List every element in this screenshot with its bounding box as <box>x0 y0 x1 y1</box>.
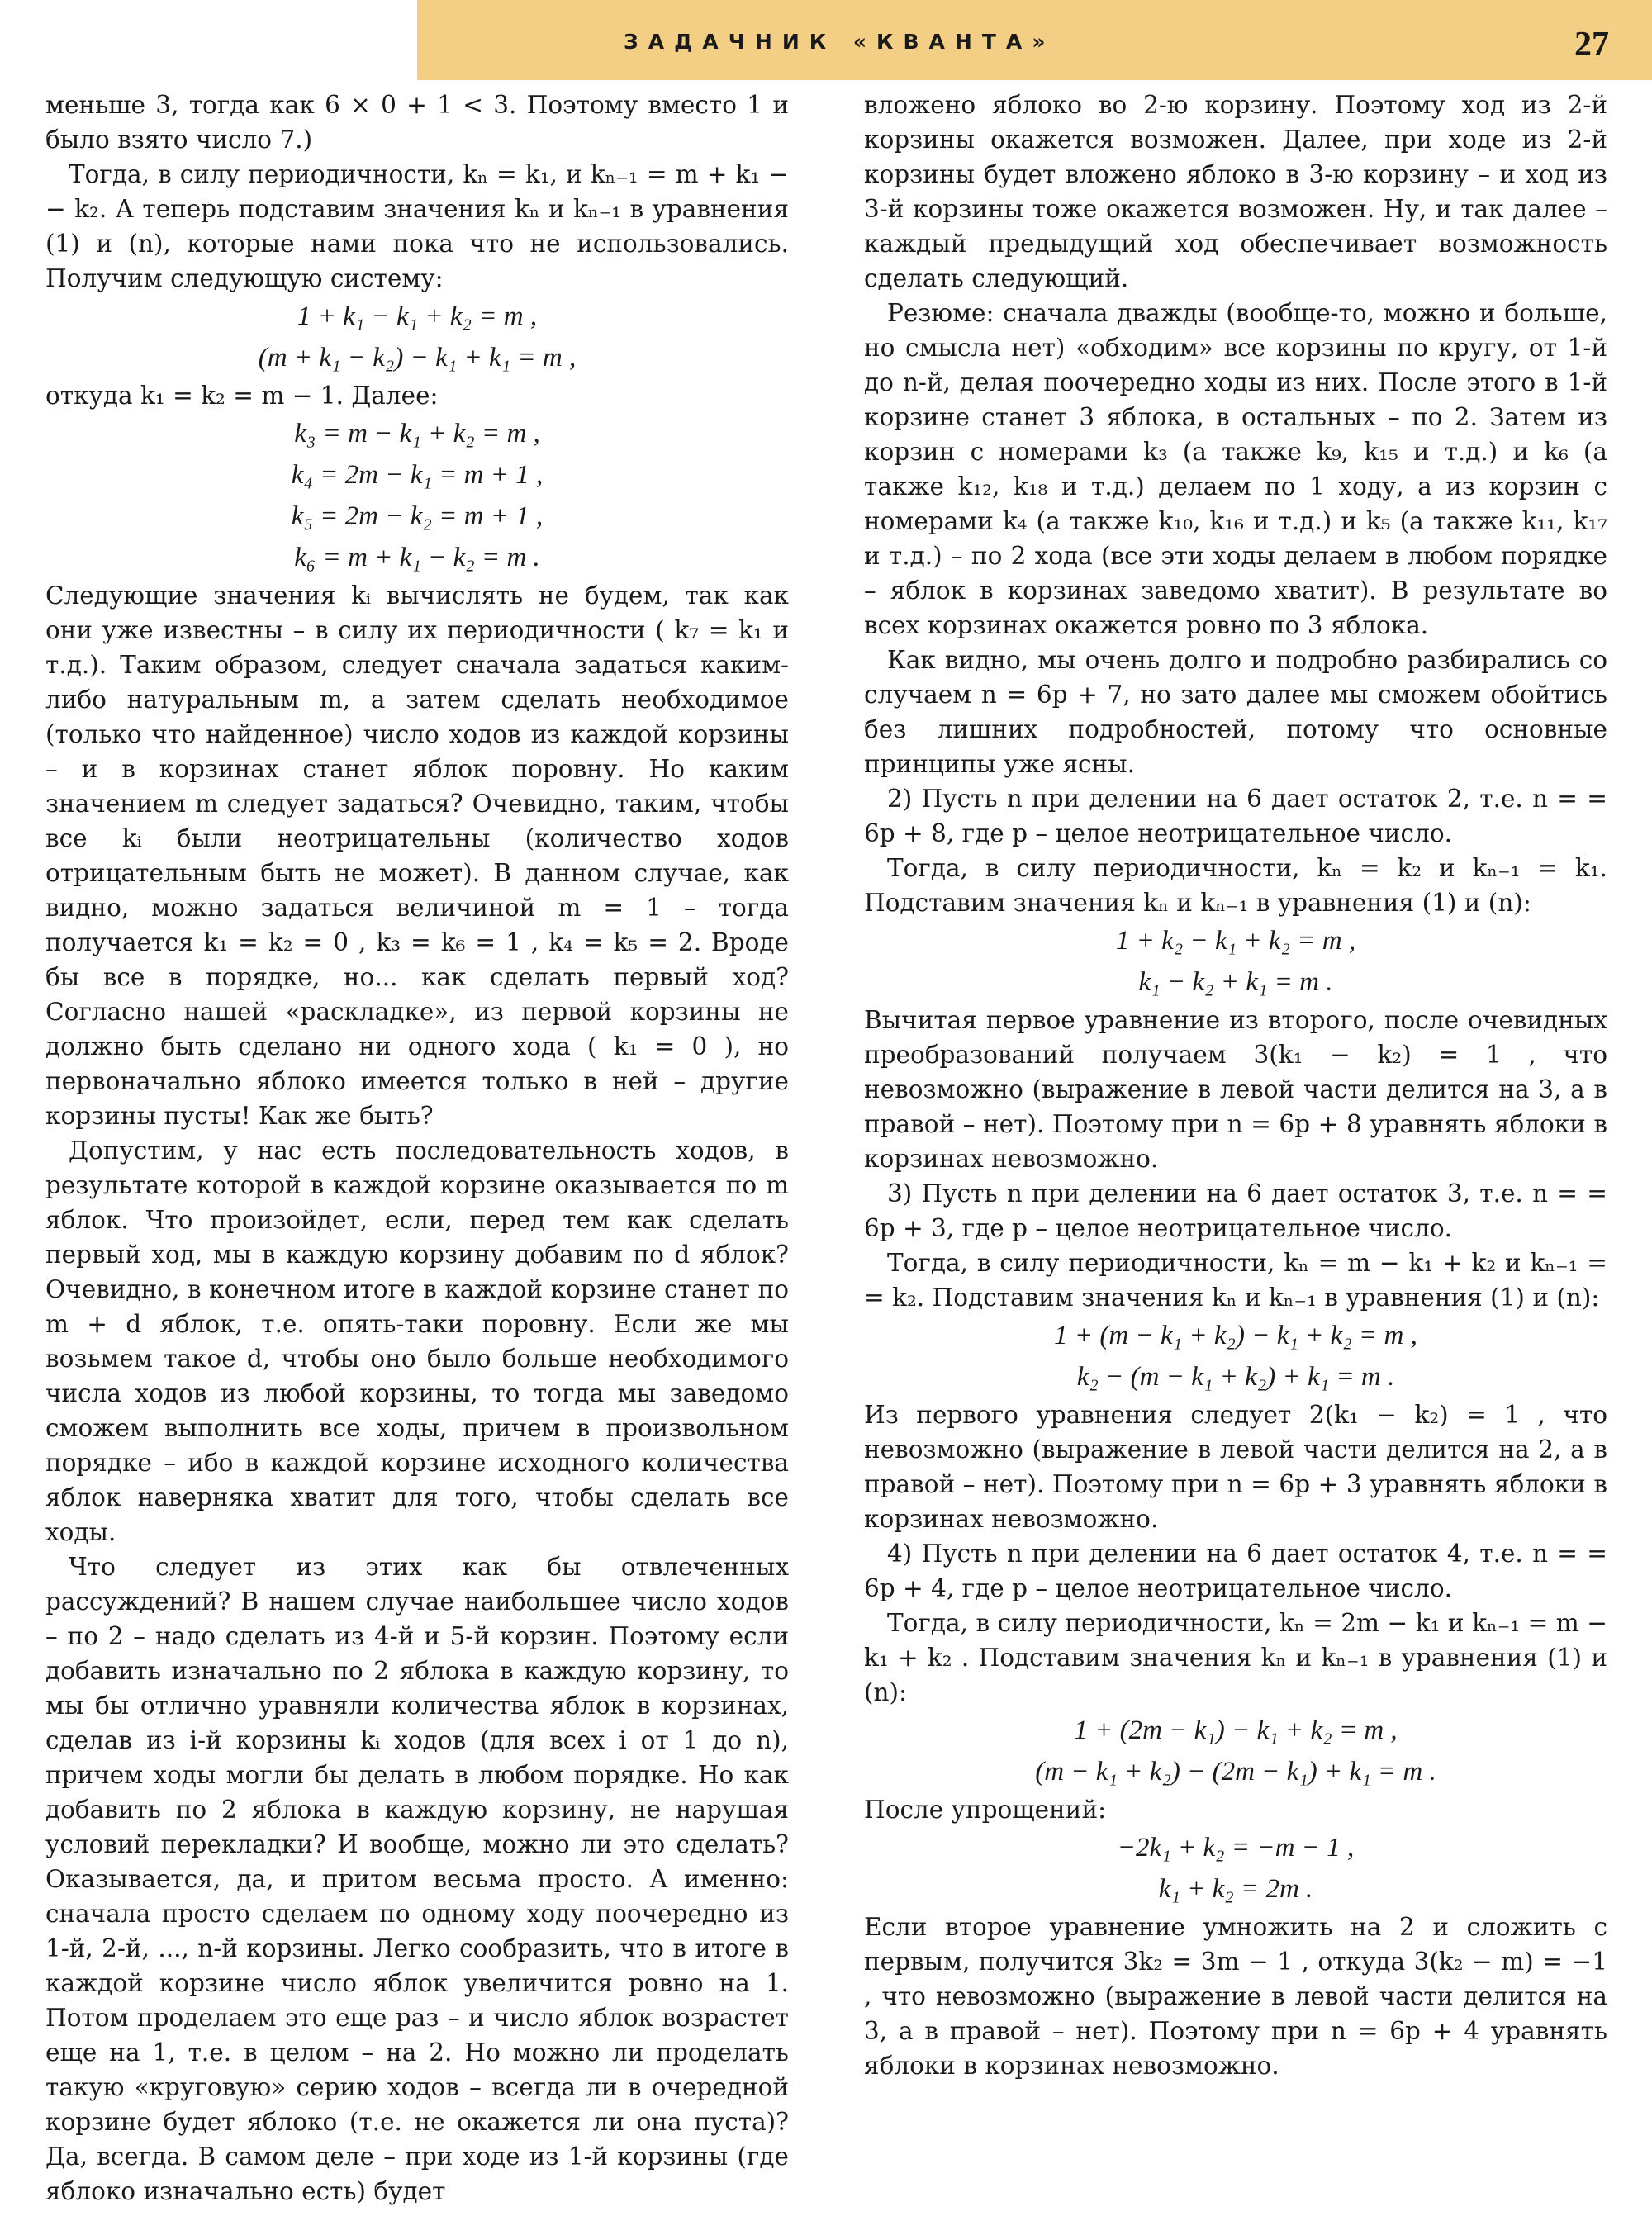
equation: 1 + (2m − k₁) − k₁ + k₂ = m , <box>1074 1715 1398 1745</box>
journal-section-title: ЗАДАЧНИК «КВАНТА» <box>624 30 1056 54</box>
right-column <box>864 88 1607 2083</box>
paragraph: откуда k₁ = k₂ = m − 1. Далее: <box>45 382 439 410</box>
equation: k₆ = m + k₁ − k₂ = m . <box>294 543 540 572</box>
equation: 1 + k₂ − k₁ + k₂ = m , <box>1115 926 1356 956</box>
paragraph: вложено яблоко во 2-ю корзину. Поэтому ход из 2-й корзины окажется возможен. Далее, при ходе из 2-й корзины будет вложено яблоко в 3-ю корзину – и ход из 3-й корзины тоже окажется возможен. Ну, и так далее – каждый предыдущий ход обеспечивает возможность сделать следующий. <box>864 91 1607 292</box>
page-number: 27 <box>1574 26 1609 64</box>
equation: (m + k₁ − k₂) − k₁ + k₁ = m , <box>258 343 577 372</box>
equation: k₃ = m − k₁ + k₂ = m , <box>294 419 540 448</box>
paragraph: Резюме: сначала дважды (вообще-то, можно и больше, но смысла нет) «обходим» все корзины по кругу, от 1-й до n-й, делая поочередно ходы из них. После этого в 1-й корзине станет 3 яблока, в остальных – по 2. Затем из корзин с номерами k₃ (а также k₉, k₁₅ и т.д.) и k₆ (а также k₁₂, k₁₈ и т.д.) делаем по 1 ходу, а из корзин с номерами k₄ (а также k₁₀, k₁₆ и т.д.) и k₅ (а также k₁₁, k₁₇ и т.д.) – по 2 хода (все эти ходы делаем в любом порядке – яблок в корзинах заведомо хватит). В результате во всех корзинах окажется ровно по 3 яблока. <box>864 299 1607 639</box>
equation: −2k₁ + k₂ = −m − 1 , <box>1117 1833 1355 1862</box>
paragraph: Следующие значения kᵢ вычислять не будем, так как они уже известны – в силу их периодичности ( k₇ = k₁ и т.д.). Таким образом, следует сначала задаться каким-либо натуральным m, а затем сделать необходимое (только что найденное) число ходов из каждой корзины – и в корзинах станет яблок поровну. Но каким значением m следует задаться? Очевидно, таким, чтобы все kᵢ были неотрицательны (количество ходов отрицательным быть не может). В данном случае, как видно, можно задаться величиной m = 1 – тогда получается k₁ = k₂ = 0 , k₃ = k₆ = 1 , k₄ = k₅ = 2. Вроде бы все в порядке, но... как сделать первый ход? Согласно нашей «раскладке», из первой корзины не должно быть сделано ни одного хода ( k₁ = 0 ), но первоначально яблоко имеется только в ней – другие корзины пусты! Как же быть? <box>45 581 789 1130</box>
equation: k₂ − (m − k₁ + k₂) + k₁ = m . <box>1076 1362 1395 1392</box>
paragraph: Тогда, в силу периодичности, kₙ = m − k₁ + k₂ и kₙ₋₁ = = k₂. Подставим значения kₙ и kₙ₋₁ в уравнения (1) и (n): <box>864 1249 1607 1312</box>
paragraph: меньше 3, тогда как 6 × 0 + 1 < 3. Поэтому вместо 1 и было взято число 7.) <box>45 91 789 154</box>
equation: (m − k₁ + k₂) − (2m − k₁) + k₁ = m . <box>1035 1757 1436 1787</box>
paragraph: Тогда, в силу периодичности, kₙ = 2m − k₁ и kₙ₋₁ = m − k₁ + k₂ . Подставим значения kₙ и kₙ₋₁ в уравнения (1) и (n): <box>864 1609 1607 1706</box>
equation: k₅ = 2m − k₂ = m + 1 , <box>291 501 544 531</box>
paragraph: 2) Пусть n при делении на 6 дает остаток 2, т.е. n = = 6p + 8, где p – целое неотрицательное число. <box>864 785 1607 847</box>
equation: k₁ + k₂ = 2m . <box>1158 1874 1313 1904</box>
page-header <box>417 0 1652 80</box>
paragraph: Тогда, в силу периодичности, kₙ = k₂ и kₙ₋₁ = k₁. Подставим значения kₙ и kₙ₋₁ в уравнения (1) и (n): <box>864 854 1607 917</box>
paragraph: Как видно, мы очень долго и подробно разбирались со случаем n = 6p + 7, но зато далее мы сможем обойтись без лишних подробностей, потому что основные принципы уже ясны. <box>864 646 1607 778</box>
equation: k₄ = 2m − k₁ = m + 1 , <box>291 460 544 490</box>
left-column <box>45 88 789 2209</box>
paragraph: Если второе уравнение умножить на 2 и сложить с первым, получится 3k₂ = 3m − 1 , откуда 3(k₂ − m) = −1 , что невозможно (выражение в левой части делится на 3, а в правой – нет). Поэтому при n = 6p + 4 уравнять яблоки в корзинах невозможно. <box>864 1913 1607 2080</box>
equation: k₁ − k₂ + k₁ = m . <box>1138 967 1333 997</box>
paragraph: Допустим, у нас есть последовательность ходов, в результате которой в каждой корзине оказывается по m яблок. Что произойдет, если, перед тем как сделать первый ход, мы в каждую корзину добавим по d яблок? Очевидно, в конечном итоге в каждой корзине станет по m + d яблок, т.е. опять-таки поровну. Если же мы возьмем такое d, чтобы оно было больше необходимого числа ходов из любой корзины, то тогда мы заведомо сможем выполнить все ходы, причем в произвольном порядке – ибо в каждой корзине исходного количества яблок наверняка хватит для того, чтобы сделать все ходы. <box>45 1136 789 1546</box>
equation: 1 + (m − k₁ + k₂) − k₁ + k₂ = m , <box>1054 1321 1417 1350</box>
paragraph: Из первого уравнения следует 2(k₁ − k₂) = 1 , что невозможно (выражение в левой части делится на 2, а в правой – нет). Поэтому при n = 6p + 3 уравнять яблоки в корзинах невозможно. <box>864 1401 1607 1533</box>
paragraph: Вычитая первое уравнение из второго, после очевидных преобразований получаем 3(k₁ − k₂) = 1 , что невозможно (выражение в левой части делится на 3, а в правой – нет). Поэтому при n = 6p + 8 уравнять яблоки в корзинах невозможно. <box>864 1006 1607 1173</box>
equation: 1 + k₁ − k₁ + k₂ = m , <box>297 301 538 331</box>
paragraph: 3) Пусть n при делении на 6 дает остаток 3, т.е. n = = 6p + 3, где p – целое неотрицательное число. <box>864 1179 1607 1242</box>
paragraph: Что следует из этих как бы отвлеченных рассуждений? В нашем случае наибольшее число ходов – по 2 – надо сделать из 4-й и 5-й корзин. Поэтому если добавить изначально по 2 яблока в каждую корзину, то мы бы отлично уравняли количества яблок в корзинах, сделав из i-й корзины kᵢ ходов (для всех i от 1 до n), причем ходы могли бы делать в любом порядке. Но как добавить по 2 яблока в каждую корзину, не нарушая условий перекладки? И вообще, можно ли это сделать? Оказывается, да, и притом весьма просто. А именно: сначала просто сделаем по одному ходу поочередно из 1-й, 2-й, ..., n-й корзины. Легко сообразить, что в итоге в каждой корзине число яблок увеличится ровно на 1. Потом проделаем это еще раз – и число яблок возрастет еще на 1, т.е. в целом – на 2. Но можно ли проделать такую «круговую» серию ходов – всегда ли в очередной корзине будет яблоко (т.е. не окажется ли она пуста)? Да, всегда. В самом деле – при ходе из 1-й корзины (где яблоко изначально есть) будет <box>45 1553 789 2205</box>
paragraph: 4) Пусть n при делении на 6 дает остаток 4, т.е. n = = 6p + 4, где p – целое неотрицательное число. <box>864 1540 1607 1602</box>
paragraph: Тогда, в силу периодичности, kₙ = k₁, и kₙ₋₁ = m + k₁ − − k₂. А теперь подставим значения kₙ и kₙ₋₁ в уравнения (1) и (n), которые нами пока что не использовались. Получим следующую систему: <box>45 160 789 292</box>
paragraph: После упрощений: <box>864 1796 1107 1824</box>
